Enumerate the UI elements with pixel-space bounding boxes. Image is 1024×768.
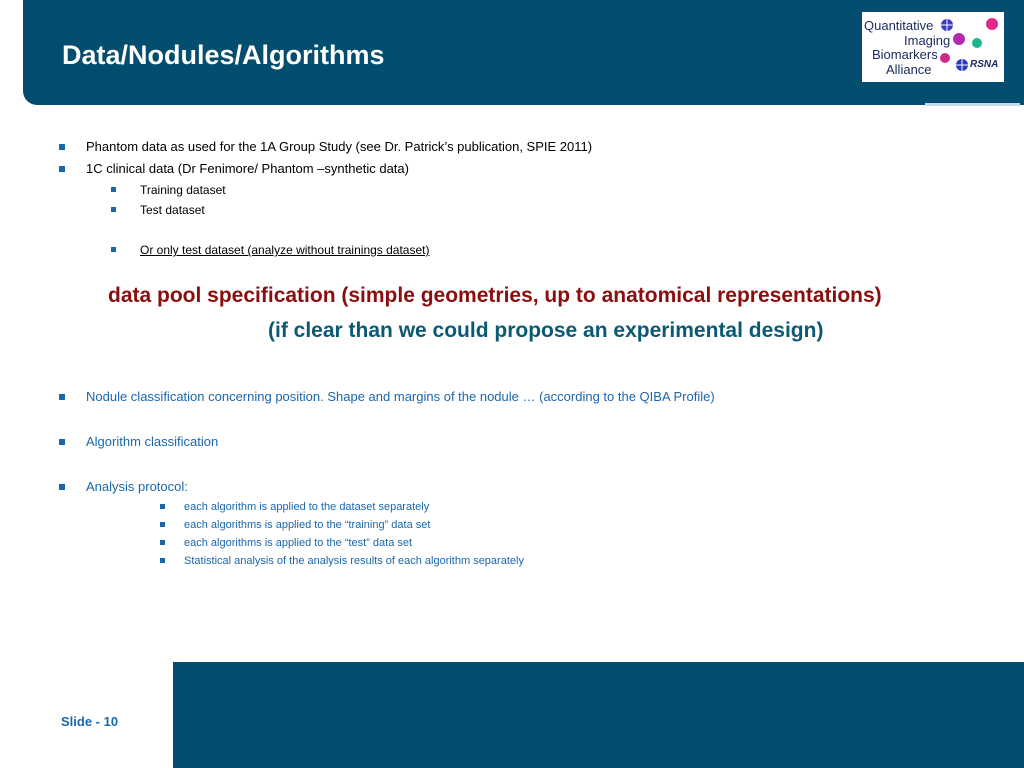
protocol-step-1: each algorithm is applied to the dataset separately [184, 501, 430, 513]
protocol-step-2: each algorithms is applied to the “training” data set [184, 519, 431, 531]
logo-line-1: Quantitative [864, 18, 934, 33]
highlight-line-2: (if clear than we could propose an experimental design) [268, 319, 824, 342]
bullet-icon [59, 394, 65, 400]
bullet-icon [111, 247, 116, 252]
bullet-icon [111, 207, 116, 212]
bullet-icon [59, 439, 65, 445]
bullet-icon [59, 484, 65, 490]
protocol-step-4: Statistical analysis of the analysis results of each algorithm separately [184, 555, 524, 567]
logo-line-4: Alliance [886, 62, 932, 77]
sub-item-test: Test dataset [140, 203, 205, 217]
footer-bar [173, 662, 1024, 768]
data-item-2: 1C clinical data (Dr Fenimore/ Phantom –synthetic data) [86, 161, 409, 176]
logo-line-3: Biomarkers [872, 47, 938, 62]
algorithm-classification: Algorithm classification [86, 434, 219, 449]
alt-item-link[interactable]: Or only test dataset (analyze without trainings dataset) [140, 243, 430, 257]
protocol-step-3: each algorithms is applied to the “test” data set [184, 537, 413, 549]
sub-item-training: Training dataset [140, 183, 226, 197]
bullet-icon [160, 504, 165, 509]
data-item-1: Phantom data as used for the 1A Group Study (see Dr. Patrick’s publication, SPIE 2011) [86, 139, 593, 154]
nodule-classification: Nodule classification concerning position. Shape and margins of the nodule … (according to the QIBA Profile) [86, 389, 715, 404]
slide-number: Slide - 10 [61, 714, 119, 729]
bullet-icon [160, 522, 165, 527]
bullet-icon [160, 558, 165, 563]
rsna-mark: RSNA [970, 59, 999, 70]
analysis-protocol-heading: Analysis protocol: [86, 479, 188, 494]
bullet-icon [111, 187, 116, 192]
highlight-line-1: data pool specification (simple geometries, up to anatomical representations) [108, 284, 882, 307]
bullet-icon [59, 144, 65, 150]
logo-line-2: Imaging [904, 33, 951, 48]
slide-title: Data/Nodules/Algorithms [62, 40, 385, 70]
bullet-icon [160, 540, 165, 545]
bullet-icon [59, 166, 65, 172]
